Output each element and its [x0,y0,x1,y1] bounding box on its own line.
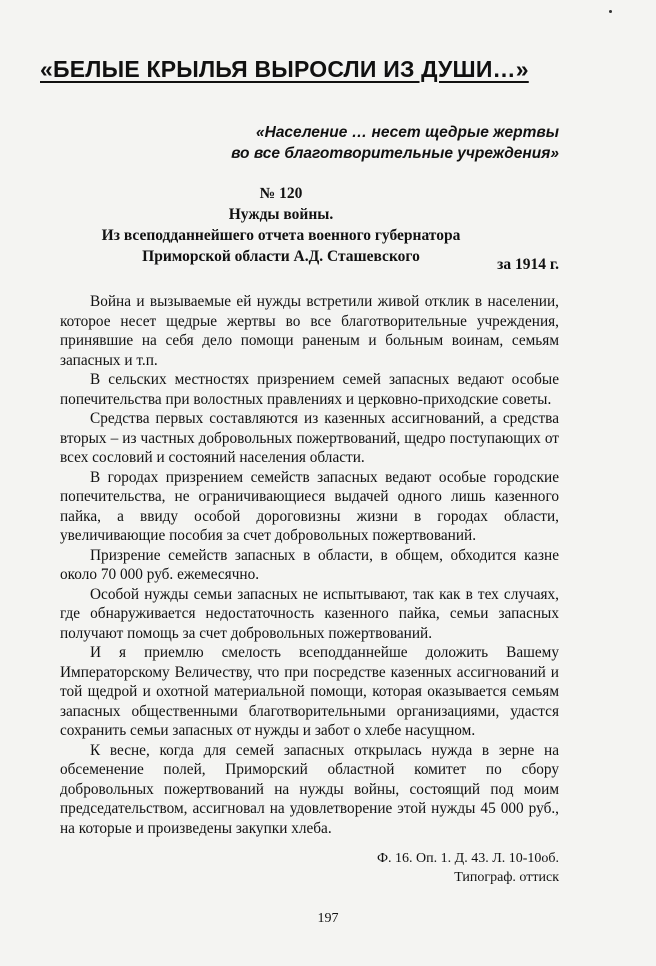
document-subtitle-line-1: Из всеподданнейшего отчета военного губернатора [101,227,461,244]
paragraph-7: И я приемлю смелость всеподданнейше доложить Вашему Императорскому Величеству, что при посредстве казенных ассигнований и той щедрой и охотной материальной помощи, которая оказывается семьям запасных общественными благотворительными организациями, удастся сохранить семьи запасных от нужды и забот о хлебе насущном. [60,644,559,739]
print-type: Типограф. оттиск [454,870,559,885]
document-body [60,292,559,838]
document-subtitle-line-2: Приморской области А.Д. Сташевского [142,248,420,265]
paragraph-3: Средства первых составляются из казенных ассигнований, а средства вторых – из частных добровольных пожертвований, щедро поступающих от всех сословий и состояний населения области. [60,410,559,466]
epigraph [231,122,559,164]
paragraph-8: К весне, когда для семей запасных открылась нужда в зерне на обсеменение полей, Приморский областной комитет по сбору добровольных пожертвований на нужды войны, состоящий под моим председательством, ассигновал на удовлетворение этой нужды 45 000 руб., на которые и произведены закупки хлеба. [60,741,559,837]
document-year: за 1914 г. [497,256,559,273]
paragraph-1: Война и вызываемые ей нужды встретили живой отклик в населении, которое несет щедрые жертвы во все благотворительные учреждения, принявшие на себя дело помощи раненым и больным воинам, семьям запасных и т.п. [60,293,559,369]
document-title: Нужды войны. [228,206,334,223]
paragraph-2: В сельских местностях призрением семей запасных ведают особые попечительства при волостных правлениях и церковно-приходские советы. [60,371,559,408]
epigraph-line-2: во все благотворительные учреждения» [231,145,559,162]
paragraph-6: Особой нужды семьи запасных не испытывают, так как в тех случаях, где обнаруживается недостаточность казенного пайка, семьи запасных получают помощь за счет добровольных пожертвований. [60,585,559,642]
document-heading [60,183,502,267]
paragraph-4: В городах призрением семейств запасных ведают особые городские попечительства, не ограничивающиеся выдачей одного лишь казенного пайка, а ввиду особой дороговизны жизни в городах области, увеличивающие пособия за счет добровольных пожертвований. [60,468,559,544]
epigraph-line-1: «Население … несет щедрые жертвы [256,124,559,141]
document-number: № 120 [259,185,303,202]
paragraph-5: Призрение семейств запасных в области, в общем, обходится казне около 70 000 руб. ежемесячно. [60,546,559,583]
page-number: 197 [317,911,339,926]
print-speck [609,10,612,13]
source-reference [377,849,559,887]
archive-reference: Ф. 16. Оп. 1. Д. 43. Л. 10-10об. [377,851,559,866]
chapter-title: «БЕЛЫЕ КРЫЛЬЯ ВЫРОСЛИ ИЗ ДУШИ…» [40,56,529,82]
